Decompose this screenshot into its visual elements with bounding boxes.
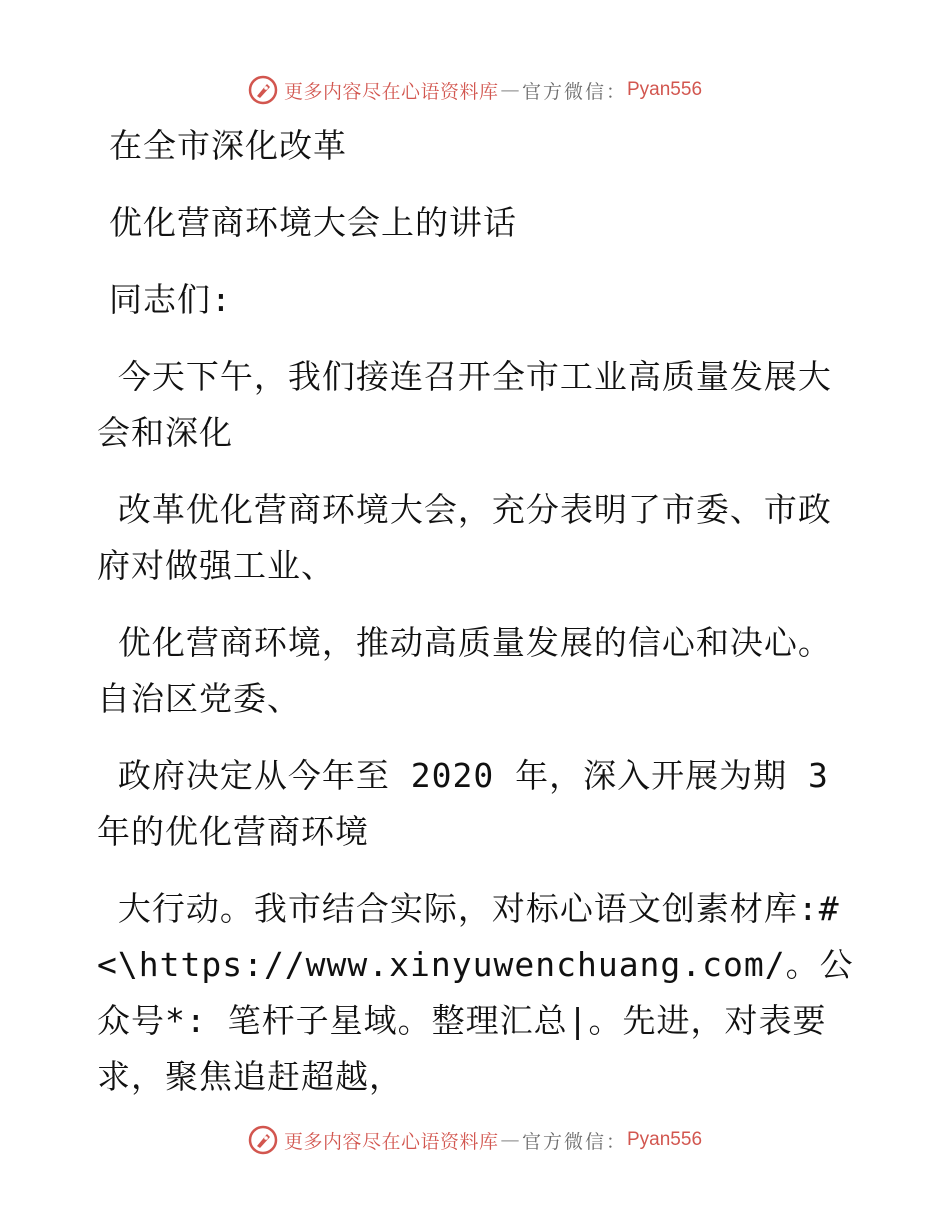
watermark-site-text: 更多内容尽在心语资料库 bbox=[283, 1130, 499, 1153]
watermark-account: Pyan556 bbox=[627, 1129, 703, 1150]
document-paragraph: 改革优化营商环境大会，充分表明了市委、市政府对做强工业、 bbox=[97, 490, 832, 585]
document-body bbox=[97, 118, 857, 1126]
document-paragraph: 优化营商环境，推动高质量发展的信心和决心。自治区党委、 bbox=[97, 623, 832, 718]
watermark-site-text: 更多内容尽在心语资料库 bbox=[283, 80, 499, 103]
watermark-separator: — bbox=[500, 79, 520, 101]
watermark-label: 官方微信： bbox=[521, 80, 627, 103]
header-watermark bbox=[0, 70, 950, 110]
document-paragraph: 今天下午，我们接连召开全市工业高质量发展大会和深化 bbox=[97, 357, 832, 452]
watermark-separator: — bbox=[500, 1129, 520, 1151]
document-title-line1: 在全市深化改革 bbox=[109, 126, 347, 165]
document-paragraph: 政府决定从今年至 2020 年，深入开展为期 3 年的优化营商环境 bbox=[97, 756, 850, 851]
pen-nib-circle-icon bbox=[248, 75, 278, 105]
document-salutation: 同志们: bbox=[109, 280, 232, 319]
document-title-line2: 优化营商环境大会上的讲话 bbox=[109, 203, 517, 242]
document-paragraph: 大行动。我市结合实际，对标心语文创素材库:#<\https://www.xinyuwenchuang.com/。公众号*: 笔杆子星域。整理汇总|。先进，对表要求，聚焦追赶超越， bbox=[97, 889, 854, 1096]
footer-watermark bbox=[0, 1120, 950, 1160]
watermark-account: Pyan556 bbox=[627, 79, 703, 100]
watermark-label: 官方微信： bbox=[521, 1130, 627, 1153]
pen-nib-circle-icon bbox=[248, 1125, 278, 1155]
